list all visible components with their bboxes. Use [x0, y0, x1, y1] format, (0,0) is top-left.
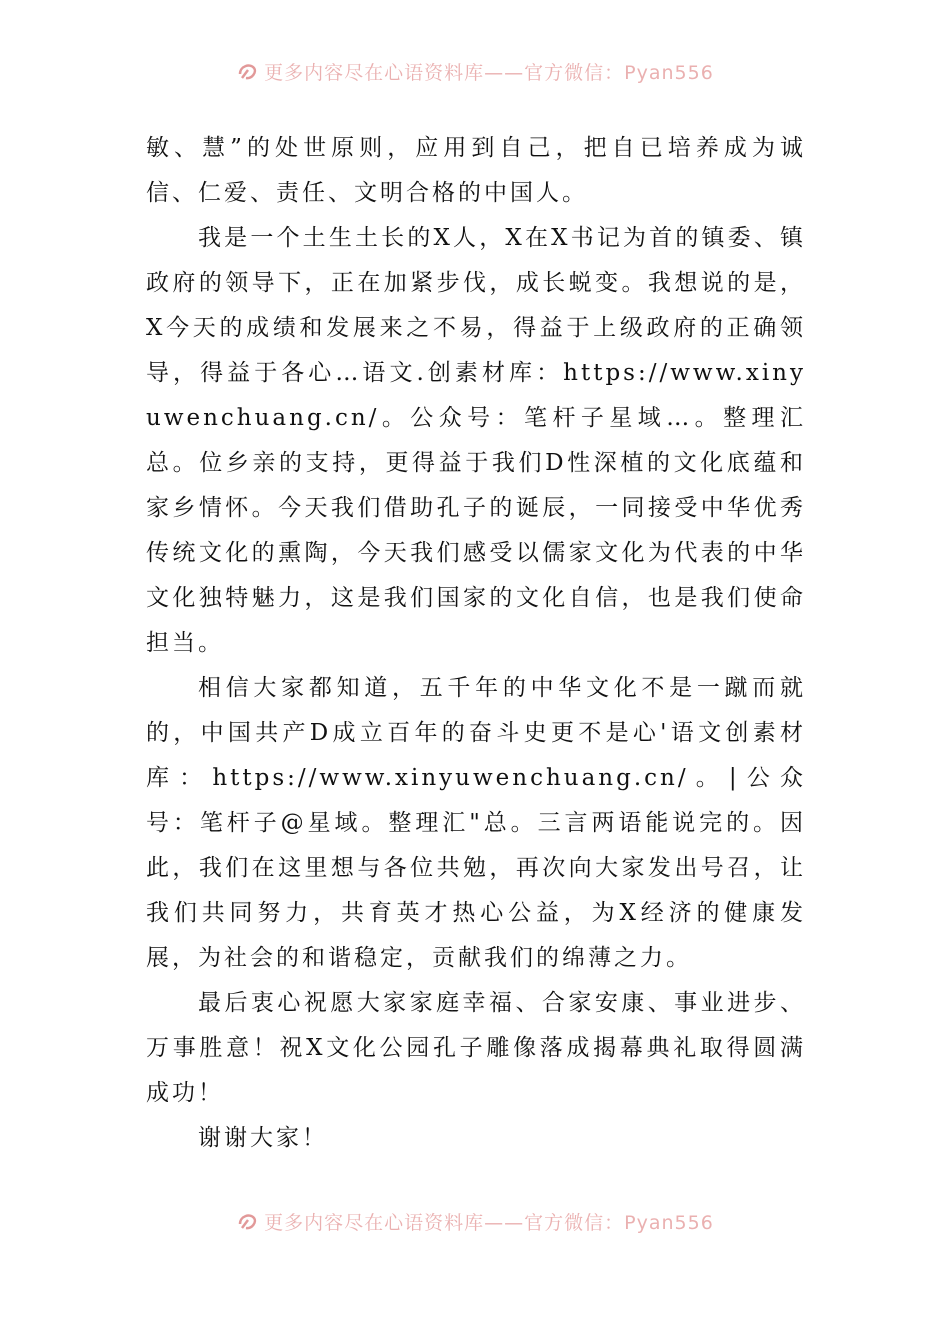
- paragraph: 敏、慧”的处世原则，应用到自己，把自已培养成为诚信、仁爱、责任、文明合格的中国人。: [146, 135, 806, 206]
- paragraph: 最后衷心祝愿大家家庭幸福、合家安康、事业进步、万事胜意！祝X文化公园孔子雕像落成揭幕典礼取得圆满成功！: [146, 990, 806, 1106]
- paragraph: 谢谢大家！: [198, 1125, 328, 1151]
- watermark-logo-icon: [236, 60, 258, 82]
- watermark-logo-icon: [236, 1210, 258, 1232]
- watermark-text: 更多内容尽在心语资料库——官方微信：Pyan556: [264, 1211, 714, 1234]
- paragraph: 相信大家都知道，五千年的中华文化不是一蹴而就的，中国共产D成立百年的奋斗史更不是心'语文创素材库：https://www.xinyuwenchuang.cn/。|公众号：笔杆子@星域。整理汇"总。三言两语能说完的。因此，我们在这里想与各位共勉，再次向大家发出号召，让我们共同努力，共育英才热心公益，为X经济的健康发展，为社会的和谐稳定，贡献我们的绵薄之力。: [146, 675, 806, 971]
- header-watermark: [0, 56, 950, 86]
- document-body: [146, 126, 806, 1161]
- paragraph: 我是一个土生土长的X人，X在X书记为首的镇委、镇政府的领导下，正在加紧步伐，成长蜕变。我想说的是，X今天的成绩和发展来之不易，得益于上级政府的正确领导，得益于各心…语文.创素材库：https://www.xinyuwenchuang.cn/。公众号：笔杆子星域…。整理汇总。位乡亲的支持，更得益于我们D性深植的文化底蕴和家乡情怀。今天我们借助孔子的诞辰，一同接受中华优秀传统文化的熏陶，今天我们感受以儒家文化为代表的中华文化独特魅力，这是我们国家的文化自信，也是我们使命担当。: [146, 225, 806, 656]
- watermark-text: 更多内容尽在心语资料库——官方微信：Pyan556: [264, 61, 714, 84]
- footer-watermark: [0, 1206, 950, 1236]
